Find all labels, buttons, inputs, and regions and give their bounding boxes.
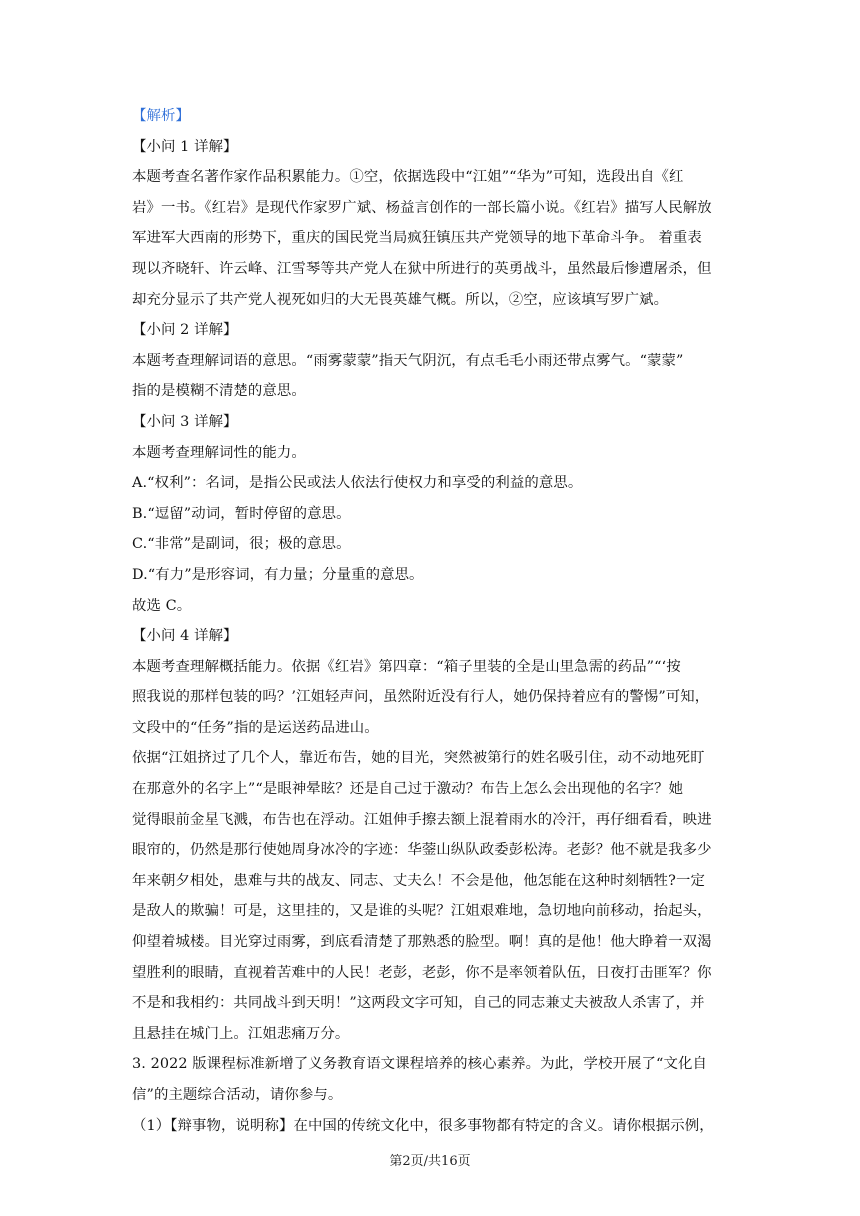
text-line: 觉得眼前金星飞溅，布告也在浮动。江姐伸手擦去额上混着雨水的冷汗，再仔细看看，映进 [132,811,712,828]
text-line: 望胜利的眼睛，直视着苦难中的人民！老彭，老彭，你不是率领着队伍，日夜打击匪军？你 [132,964,712,981]
text-line: 信”的主题综合活动，请你参与。 [132,1087,343,1103]
text-line: （1）【辩事物，说明称】在中国的传统文化中，很多事物都有特定的含义。请你根据示例， [132,1117,714,1134]
text-line: 文段中的“任务”指的是运送药品进山。 [132,719,379,736]
text-line: 【小问 3 详解】 [132,413,238,430]
document-body [132,101,732,1141]
text-line: 在那意外的名字上”“是眼神晕眩？还是自己过于激动？布告上怎么会出现他的名字？她 [132,781,684,798]
page-number: 第2页/共16页 [389,1154,471,1169]
text-line: 眼帘的，仍然是那行使她周身冰冷的字迹：华蓥山纵队政委彭松涛。老彭？他不就是我多少 [132,842,712,859]
document-lines [132,132,732,1142]
text-line: 仰望着城楼。目光穿过雨雾，到底看清楚了那熟悉的脸型。啊！真的是他！他大睁着一双渴 [132,934,712,951]
text-line: 照我说的那样包装的吗？’江姐轻声问，虽然附近没有行人，她仍保持着应有的警惕”可知， [132,689,710,706]
text-line: 本题考查名著作家作品积累能力。①空，依据选段中“江姐”“华为”可知，选段出自《红 [132,169,684,186]
text-line: 且悬挂在城门上。江姐悲痛万分。 [132,1025,350,1042]
text-line: 军进军大西南的形势下，重庆的国民党当局疯狂镇压共产党领导的地下革命斗争。 着重表 [132,230,702,247]
text-line: 现以齐晓轩、许云峰、江雪琴等共产党人在狱中所进行的英勇战斗，虽然最后惨遭屠杀，但 [132,260,712,277]
text-line: 3. 2022 版课程标准新增了义务教育语文课程培养的核心素养。为此，学校开展了“文化自 [132,1056,707,1073]
analysis-label: 【解析】 [132,108,190,124]
text-line: 是敌人的欺骗！可是，这里挂的，又是谁的头呢？江姐艰难地，急切地向前移动，抬起头， [132,903,712,920]
text-line: 却充分显示了共产党人视死如归的大无畏英雄气概。所以，②空，应该填写罗广斌。 [132,291,669,308]
text-line: C.“非常”是副词，很；极的意思。 [132,536,351,553]
text-line: 年来朝夕相处，患难与共的战友、同志、丈夫么！不会是他，他怎能在这种时刻牺牲?一定 [132,872,705,889]
text-line: 【小问 2 详解】 [132,322,238,339]
text-line: 故选 C。 [132,597,192,614]
text-line: 不是和我相约：共同战斗到天明！”这两段文字可知，自己的同志兼丈夫被敌人杀害了，并 [132,995,705,1012]
text-line: 岩》一书。《红岩》是现代作家罗广斌、杨益言创作的一部长篇小说。《红岩》描写人民解放 [132,199,712,216]
text-line: 本题考查理解词性的能力。 [132,444,306,461]
text-line: B.“逗留”动词，暂时停留的意思。 [132,505,351,522]
text-line: 本题考查理解概括能力。依据《红岩》第四章：“箱子里装的全是山里急需的药品”“‘按 [132,658,681,675]
text-line: 本题考查理解词语的意思。“雨雾蒙蒙”指天气阴沉，有点毛毛小雨还带点雾气。“蒙蒙” [132,352,684,369]
text-line: 【小问 1 详解】 [132,138,238,155]
text-line: 指的是模糊不清楚的意思。 [132,383,306,400]
text-line: 【小问 4 详解】 [132,628,238,645]
text-line: 依据“江姐挤过了几个人，靠近布告，她的目光，突然被第行的姓名吸引住，动不动地死盯 [132,750,705,767]
text-line: A.“权利”：名词，是指公民或法人依法行使权力和享受的利益的意思。 [132,475,583,492]
text-line: D.“有力”是形容词，有力量；分量重的意思。 [132,566,424,583]
